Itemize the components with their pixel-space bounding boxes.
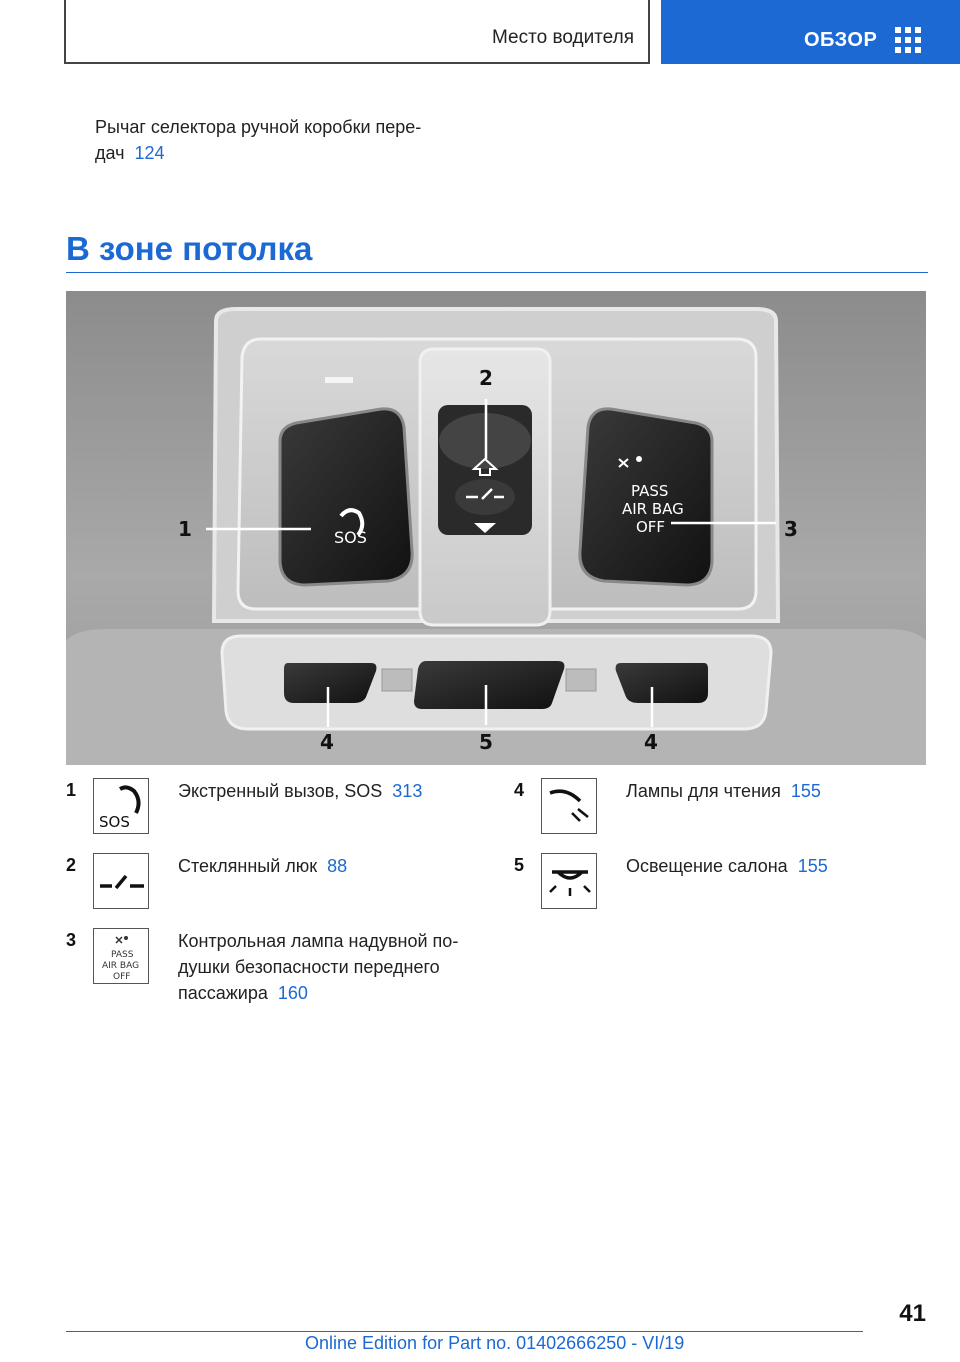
footer-edition: Online Edition for Part no. 01402666250 - VI/19 <box>305 1333 685 1353</box>
legend-text-1: Экстренный вызов, SOS 313 <box>178 781 423 801</box>
legend-number-1: 1 <box>66 780 77 800</box>
legend-number-3: 3 <box>66 930 77 950</box>
callout-1: 1 <box>178 517 192 541</box>
svg-text:PASS: PASS <box>111 950 134 960</box>
callout-2: 2 <box>479 366 493 390</box>
grid-menu-icon[interactable] <box>895 27 921 53</box>
callout-4-left: 4 <box>320 730 334 754</box>
svg-text:AIR BAG: AIR BAG <box>102 961 140 971</box>
footer-rule <box>66 1331 863 1332</box>
header-section-box <box>64 0 650 64</box>
svg-text:SOS: SOS <box>334 528 367 547</box>
page-number: 41 <box>899 1300 926 1327</box>
section-title-rule <box>66 272 928 273</box>
svg-text:OFF: OFF <box>113 972 131 982</box>
overhead-console-photo <box>66 291 926 765</box>
header-chapter-label: ОБЗОР <box>804 29 878 51</box>
legend-text-5: Освещение салона 155 <box>626 856 828 876</box>
callout-4-right: 4 <box>644 730 658 754</box>
legend-text-3: Контрольная лампа надувной по- душки безопасности переднего пассажира 160 <box>178 931 459 1003</box>
sos-call-icon <box>93 778 149 834</box>
interior-light-icon <box>541 853 597 909</box>
svg-text:AIR BAG: AIR BAG <box>622 500 684 518</box>
section-title: В зоне потолка <box>66 230 313 267</box>
legend-text-4: Лампы для чтения 155 <box>626 781 821 801</box>
callout-3: 3 <box>784 517 798 541</box>
legend-number-5: 5 <box>514 855 525 875</box>
passenger-airbag-off-icon <box>93 928 149 984</box>
intro-page-ref[interactable]: 124 <box>134 143 165 163</box>
svg-text:PASS: PASS <box>631 482 669 500</box>
reading-lamp-icon <box>541 778 597 834</box>
intro-paragraph <box>95 114 455 166</box>
svg-text:OFF: OFF <box>636 518 666 536</box>
legend-text-2: Стеклянный люк 88 <box>178 856 348 876</box>
header-chapter-tab[interactable] <box>661 0 960 64</box>
callout-5: 5 <box>479 730 493 754</box>
intro-line-2: дач 124 <box>95 143 165 163</box>
legend-number-2: 2 <box>66 855 77 875</box>
glass-roof-icon <box>93 853 149 909</box>
legend-ref-3[interactable]: 160 <box>277 983 308 1003</box>
intro-line-1: Рычаг селектора ручной коробки пере- <box>95 117 422 137</box>
legend-ref-1[interactable]: 313 <box>392 781 423 801</box>
legend-ref-2[interactable]: 88 <box>327 856 348 876</box>
header-section-title: Место водителя <box>492 27 634 48</box>
svg-text:SOS: SOS <box>99 813 130 831</box>
legend-number-4: 4 <box>514 780 525 800</box>
legend-ref-4[interactable]: 155 <box>790 781 821 801</box>
legend-ref-5[interactable]: 155 <box>797 856 828 876</box>
